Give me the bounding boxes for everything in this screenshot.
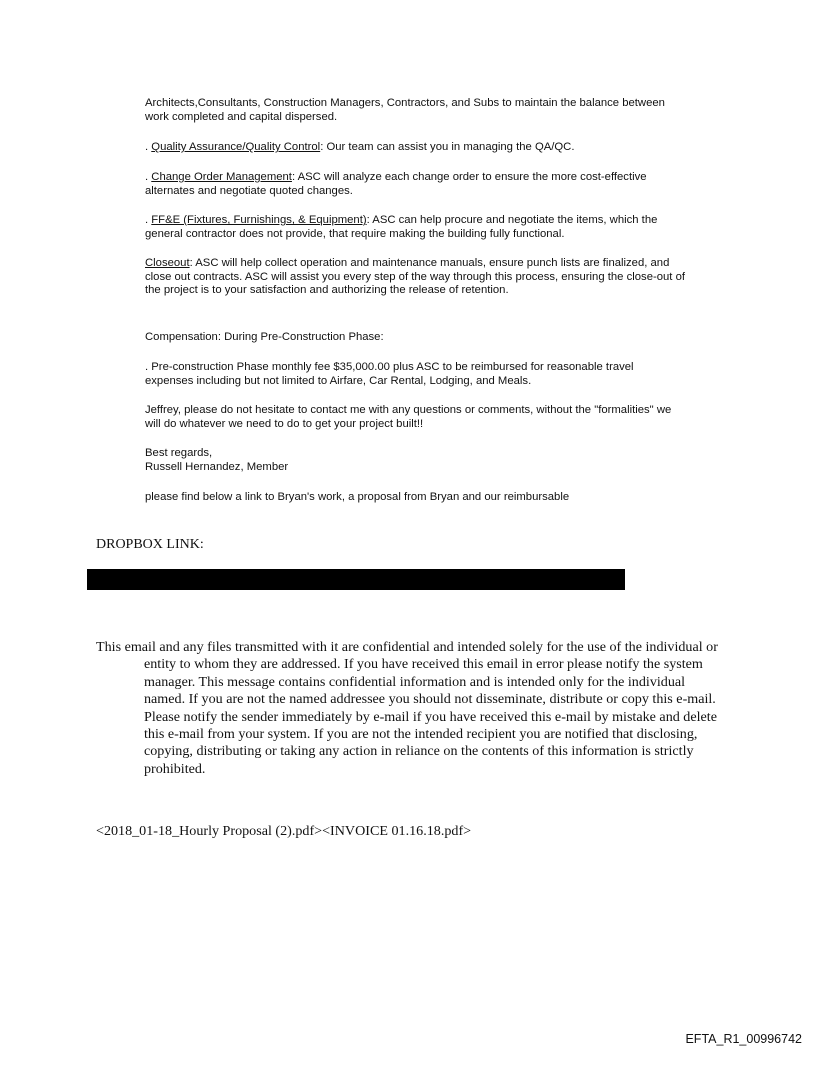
paragraph-closeout: [145, 257, 685, 298]
term-ffe: FF&E (Fixtures, Furnishings, & Equipment): [151, 214, 367, 226]
confidentiality-disclaimer: This email and any files transmitted with it are confidential and intended solely for the use of the individual or entity to whom they are addressed. If you have received this email in error please notify the system manager. This message contains confidential information and is intended only for the individual named. If you are not the named addressee you should not disseminate, distribute or copy this e-mail. Please notify the sender immediately by e-mail if you have received this e-mail by mistake and delete this e-mail from your system. If you are not the intended recipient you are notified that disclosing, copying, distributing or taking any action in reliance on the contents of this information is strictly prohibited.: [96, 639, 718, 777]
bullet-prefix: .: [145, 171, 152, 183]
closing: Best regards,: [145, 447, 213, 459]
term-closeout: Closeout: [145, 257, 190, 269]
qa-qc-text: : Our team can assist you in managing the QA/QC.: [320, 141, 575, 153]
paragraph-ffe: [145, 214, 685, 241]
signature-block: [145, 447, 685, 474]
bullet-prefix: .: [145, 141, 152, 153]
document-id: EFTA_R1_00996742: [685, 1032, 802, 1046]
paragraph-project-balance: Architects,Consultants, Construction Managers, Contractors, and Subs to maintain the balance between work completed and capital dispersed.: [145, 97, 665, 123]
paragraph-contact: Jeffrey, please do not hesitate to contact me with any questions or comments, without the "formalities" we will do whatever we need to do to get your project built!!: [145, 404, 672, 430]
paragraph-qa-qc: [145, 141, 685, 155]
paragraph-link-note: please find below a link to Bryan's work, a proposal from Bryan and our reimbursable: [145, 491, 570, 503]
term-quality-assurance: Quality Assurance/Quality Control: [151, 141, 321, 153]
paragraph-change-orders: [145, 171, 685, 198]
paragraph-compensation: Compensation: During Pre-Construction Phase:: [145, 331, 384, 343]
ffe-text: : ASC can help procure and negotiate the items, which the general contractor does not provide, that require making the building fully functional.: [145, 214, 658, 240]
dropbox-link-label: DROPBOX LINK:: [96, 537, 204, 552]
term-change-order-management: Change Order Management: [151, 171, 292, 183]
change-order-text: : ASC will analyze each change order to ensure the more cost-effective alternates and negotiate quoted changes.: [145, 171, 647, 197]
bullet-prefix: .: [145, 214, 152, 226]
redaction-bar: [87, 569, 625, 590]
attachment-list: <2018_01-18_Hourly Proposal (2).pdf><INVOICE 01.16.18.pdf>: [96, 823, 472, 839]
signature-name: Russell Hernandez, Member: [145, 460, 289, 473]
paragraph-monthly-fee: . Pre-construction Phase monthly fee $35,000.00 plus ASC to be reimbursed for reasonable travel expenses including but not limited to Airfare, Car Rental, Lodging, and Meals.: [145, 361, 634, 387]
closeout-text: : ASC will help collect operation and maintenance manuals, ensure punch lists are finalized, and close out contracts. ASC will assist you every step of the way through this process, ensuring the close-out of the project is to your satisfaction and authorizing the release of retention.: [145, 257, 686, 297]
